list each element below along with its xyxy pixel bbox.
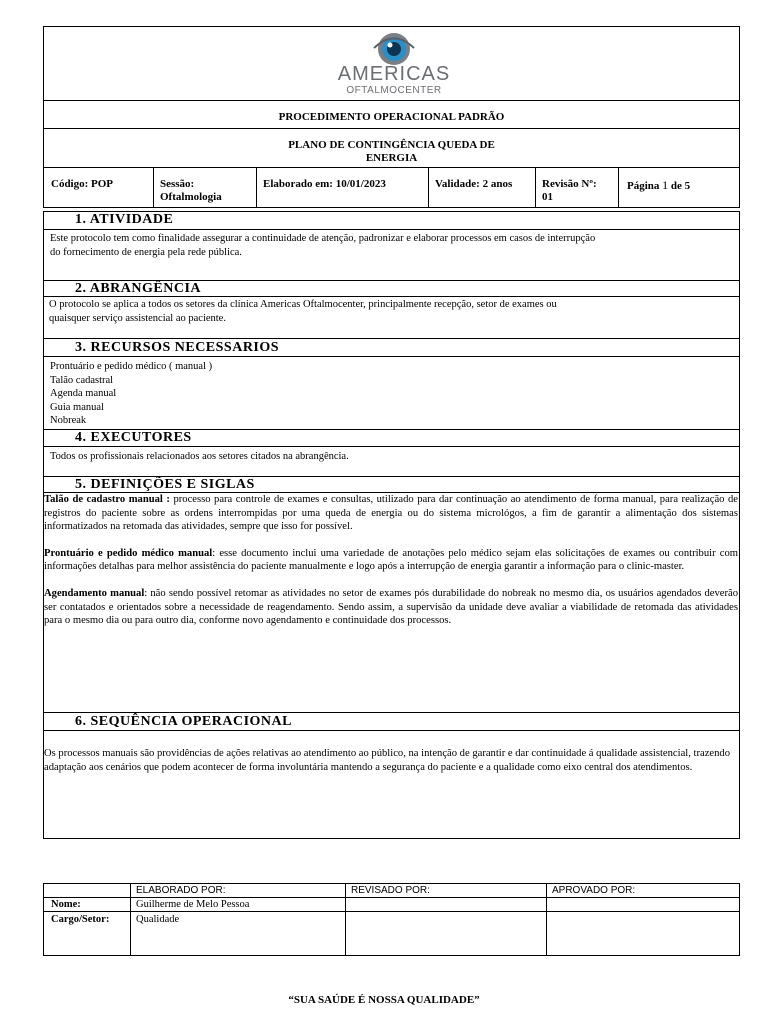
cargo-value: Qualidade bbox=[136, 914, 180, 925]
section-2-body: O protocolo se aplica a todos os setores da clínica Americas Oftalmocenter, principalmente recepção, setor de exames ou quaisquer serviço assistencial ao paciente. bbox=[49, 299, 557, 324]
meta-codigo: Código: POP bbox=[51, 178, 114, 190]
section-3-title: 3. RECURSOS NECESSARIOS bbox=[75, 340, 280, 355]
meta-sessao: Sessão: Oftalmologia bbox=[160, 178, 222, 203]
section-4-body: Todos os profissionais relacionados aos setores citados na abrangência. bbox=[50, 451, 349, 462]
divider bbox=[44, 338, 739, 339]
doc-subtitle: PLANO DE CONTINGÊNCIA QUEDA DE ENERGIA bbox=[288, 139, 495, 164]
meta-validade: Validade: 2 anos bbox=[435, 178, 513, 190]
list-item: Prontuário e pedido médico ( manual ) bbox=[50, 361, 213, 372]
definition-prontuario: Prontuário e pedido médico manual: esse documento inclui uma variedade de anotações pelo médico sejam elas solicitações de exames ou contribuir com informações detalhas para melhor assistência do paciente manualmente e logo após a interrupção de energia garantir a informação para o clinic-master. bbox=[44, 547, 738, 573]
definition-agendamento: Agendamento manual: não sendo possível retomar as atividades no setor de exames pós durabilidade do nobreak no mesmo dia, os usuários agendados deverão ser contatados e orientados sobre a necessidade de reagendamento. Sendo assim, a supervisão da unidade deve avaliar a viabilidade de retomada das atividades para o mesmo dia ou para outro dia, conforme novo agendamento e continuidade dos processos. bbox=[44, 587, 738, 627]
divider bbox=[428, 167, 429, 208]
divider bbox=[44, 730, 739, 731]
approval-table bbox=[43, 883, 740, 956]
divider bbox=[44, 100, 739, 101]
section-5-title: 5. DEFINIÇÕES E SIGLAS bbox=[75, 477, 255, 492]
section-6-body: Os processos manuais são providências de ações relativas ao atendimento ao público, na intenção de garantir e dar continuidade á qualidade assistencial, trazendo adaptação aos cenários que podem acontecer de forma involuntária mantendo a segurança do paciente e a qualidade como eixo central dos atendimentos. bbox=[44, 748, 730, 773]
divider bbox=[44, 128, 739, 129]
divider bbox=[546, 884, 547, 955]
company-logo bbox=[334, 31, 454, 101]
meta-elaborado: Elaborado em: 10/01/2023 bbox=[263, 178, 386, 190]
section-1-body: Este protocolo tem como finalidade assegurar a continuidade de atenção, padronizar e elaborar processos em casos de interrupção do fornecimento de energia pela rede pública. bbox=[50, 233, 596, 258]
logo-name: AMERICAS bbox=[337, 63, 451, 85]
definition-talao: Talão de cadastro manual : processo para controle de exames e consultas, utilizado para dar continuação ao atendimento de forma manual, para realização de registros do paciente sobre as ordens interrompidas por uma queda de energia ou do sistema micrológos, a fim de garantir a alimentação dos sistemas informatizados na retomada das atividades, sempre que isso for possível. bbox=[44, 494, 738, 533]
section-4-title: 4. EXECUTORES bbox=[75, 430, 192, 445]
divider bbox=[44, 167, 739, 168]
divider bbox=[44, 712, 739, 713]
section-2-title: 2. ABRANGÊNCIA bbox=[75, 281, 202, 296]
cargo-label: Cargo/Setor: bbox=[51, 914, 110, 925]
divider bbox=[153, 167, 154, 208]
section-3-list bbox=[50, 360, 734, 428]
elaborado-por-header: ELABORADO POR: bbox=[136, 885, 226, 896]
divider bbox=[44, 296, 739, 297]
divider bbox=[44, 229, 739, 230]
divider bbox=[44, 356, 739, 357]
section-6-title: 6. SEQUÊNCIA OPERACIONAL bbox=[75, 714, 292, 729]
divider bbox=[535, 167, 536, 208]
list-item: Talão cadastral bbox=[50, 374, 114, 386]
list-item: Nobreak bbox=[50, 415, 87, 426]
meta-pagina: Página 1 de 5 bbox=[627, 178, 691, 192]
section-1-title: 1. ATIVIDADE bbox=[75, 212, 174, 227]
footer-slogan: “SUA SAÚDE É NOSSA QUALIDADE” bbox=[288, 994, 480, 1006]
list-item: Guia manual bbox=[50, 401, 104, 413]
divider bbox=[256, 167, 257, 208]
aprovado-por-header: APROVADO POR: bbox=[552, 885, 636, 896]
nome-value: Guilherme de Melo Pessoa bbox=[136, 899, 250, 910]
divider bbox=[130, 884, 131, 955]
revisado-por-header: REVISADO POR: bbox=[351, 885, 430, 896]
doc-title: PROCEDIMENTO OPERACIONAL PADRÃO bbox=[278, 111, 505, 123]
meta-revisao: Revisão Nº: 01 bbox=[542, 178, 597, 203]
header-box bbox=[43, 26, 740, 208]
section-5-body bbox=[44, 493, 738, 641]
divider bbox=[345, 884, 346, 955]
logo-subname: OFTALMOCENTER bbox=[346, 85, 442, 96]
list-item: Agenda manual bbox=[50, 388, 117, 399]
content-box bbox=[43, 211, 740, 839]
divider bbox=[618, 167, 619, 208]
divider bbox=[44, 446, 739, 447]
nome-label: Nome: bbox=[51, 899, 81, 910]
